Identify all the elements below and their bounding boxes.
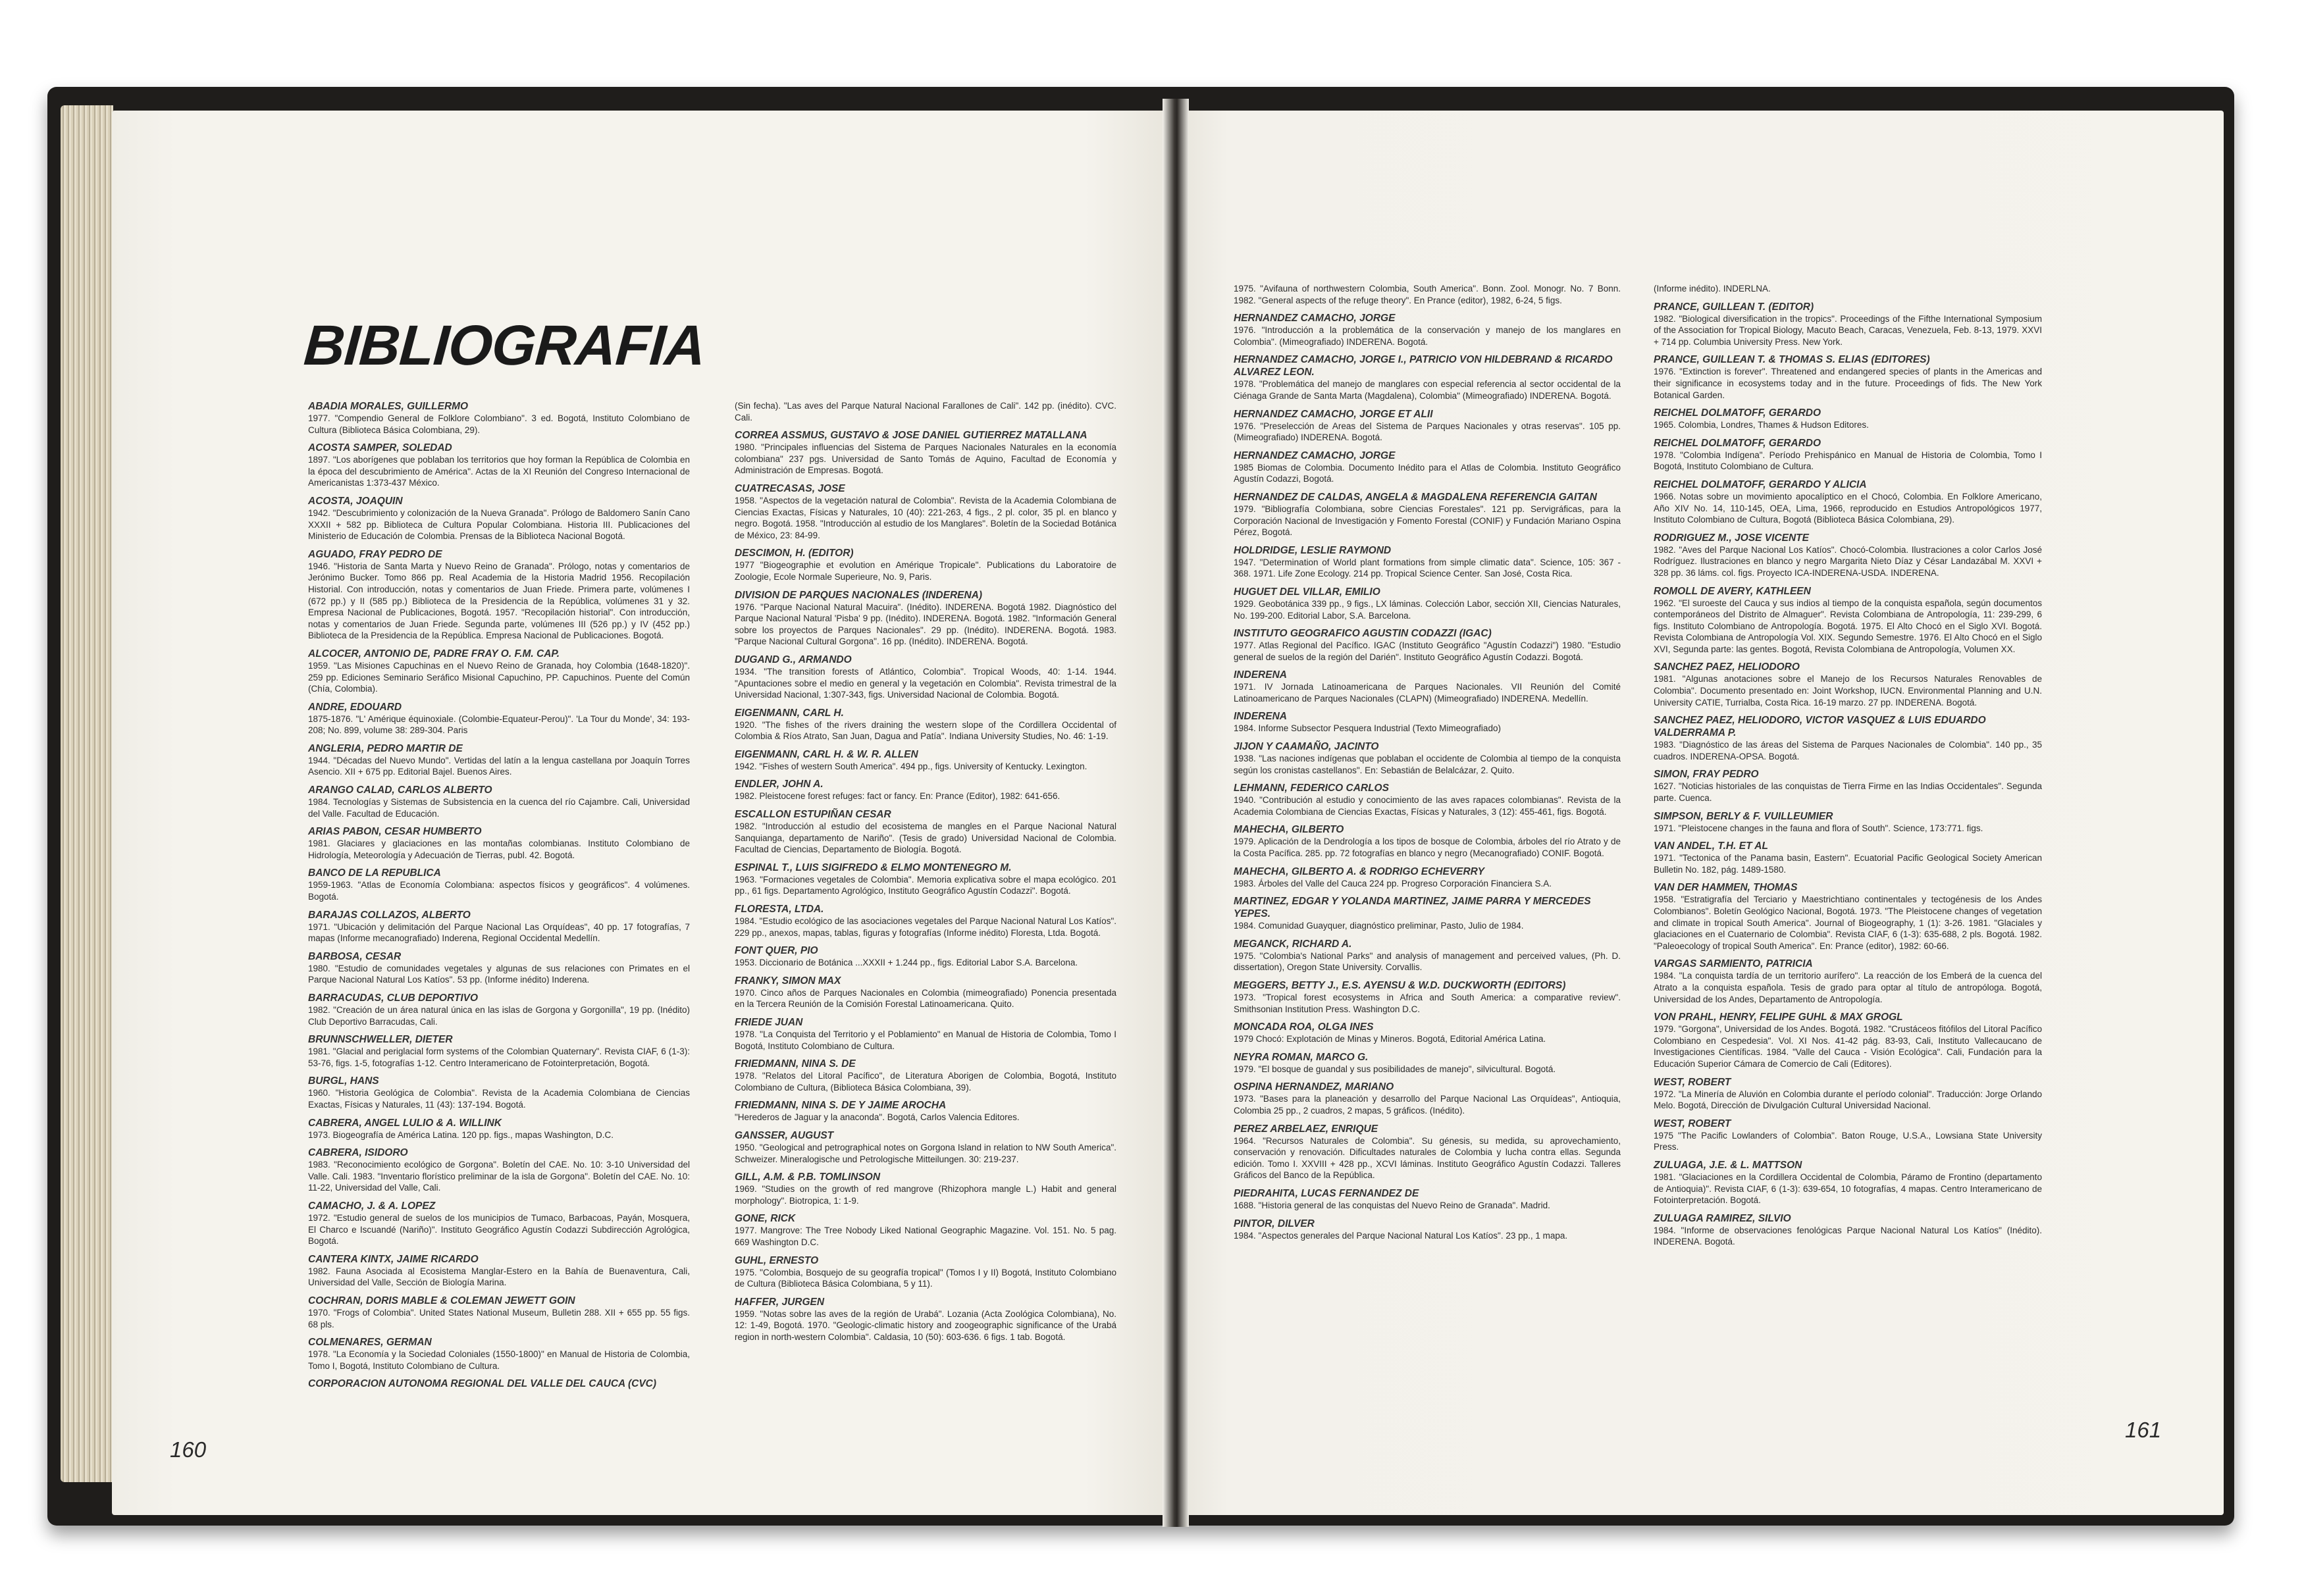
entry-author: SIMPSON, BERLY & F. VUILLEUMIER bbox=[1654, 810, 1833, 822]
entry-text: 1978. "Relatos del Litoral Pacífico", de Literatura Aborigen de Colombia, Bogotá, Instituto Colombiano de Cultura, (Biblioteca Básica Colombiana, 39). bbox=[735, 1071, 1116, 1093]
entry-text: 1938. "Las naciones indígenas que poblaban el occidente de Colombia al tiempo de la conquista según los cronistas castellanos". En: Sebastián de Belalcázar, 2. Quito. bbox=[1234, 754, 1621, 775]
entry-author: EIGENMANN, CARL H. & W. R. ALLEN bbox=[735, 748, 918, 760]
entry-text: 1973. "Bases para la planeación y desarrollo del Parque Nacional Las Orquídeas", Antioquia, Colombia 25 pp., 2 cuadros, 2 mapas, 5 gráficos. (Inédito). bbox=[1234, 1094, 1621, 1116]
entry-text: 1984. "La conquista tardía de un territorio aurífero". La reacción de los Emberá de la cuenca del Atrato a la conquista española. Tesis de grado para optar al título de antropóloga. Bogotá, Universidad de los Andes, Departamento de Antropología. bbox=[1654, 971, 2042, 1004]
entry-text: 1984. Informe Subsector Pesquera Industrial (Texto Mimeografiado) bbox=[1234, 723, 1501, 734]
entry-text: 1929. Geobotánica 339 pp., 9 figs., LX láminas. Colección Labor, sección XII, Ciencias Naturales, No. 199-200. Editorial Labor, S.A. Barcelona. bbox=[1234, 598, 1621, 621]
bibliography-entry bbox=[308, 442, 690, 489]
bibliography-entry bbox=[1654, 585, 2042, 656]
entry-author: INDERENA bbox=[1234, 711, 1287, 723]
bibliography-entry bbox=[1654, 1011, 2042, 1069]
entry-author: ESCALLON ESTUPIÑAN CESAR bbox=[735, 809, 891, 821]
bibliography-entry bbox=[308, 1295, 690, 1330]
bibliography-entry bbox=[1234, 1218, 1621, 1242]
entry-author: EIGENMANN, CARL H. bbox=[735, 707, 844, 719]
bibliography-entry bbox=[735, 482, 1116, 541]
entry-text: 1981. "Algunas anotaciones sobre el Manejo de los Recursos Naturales Renovables de Colombia". Documento presentado en: Joint Workshop, IUCN. Environmental Planning and U.N. University CATIE, Turrialba, Costa Rica. 16-19 marzo. 27 pp. INDERENA. Bogotá. bbox=[1654, 674, 2042, 708]
bibliography-entry bbox=[1654, 532, 2042, 579]
bibliography-entry bbox=[1234, 865, 1621, 890]
entry-text: 1942. "Fishes of western South America". 494 pp., figs. University of Kentucky. Lexington. bbox=[735, 761, 1087, 771]
entry-text: 1958. "Estratigrafía del Terciario y Maestrichtiano continentales y tectogénesis de los Andes Colombianos". Boletín Geológico Nacional, Bogotá. 1973. "The Pleistocene changes of vegetation and climate in tropical South America". Journal of Biogeography, 1 (1): 3-26. 1981. "Glaciales y glaciaciones en el Cuaternario de Colombia". Revista CIAF, 6 (1-3): 635-688, 2 pls. Bogotá. 1982. "Paleoecology of tropical South America". En: Prance (editor), 1982: 60-66. bbox=[1654, 894, 2042, 951]
entry-author: HUGUET DEL VILLAR, EMILIO bbox=[1234, 586, 1380, 598]
entry-text: 1964. "Recursos Naturales de Colombia". Su génesis, su medida, su aprovechamiento, conservación y renovación. Dificultades naturales de Colombia y lucha contra ellas. Segunda edición. Tomo I. XXVIII + 428 pp., XCVI láminas. Instituto Geográfico Agustín Codazzi. Talleres Gráficos del Banco de la República. bbox=[1234, 1135, 1621, 1181]
bibliography-entry bbox=[1234, 586, 1621, 621]
entry-text: 1969. "Studies on the growth of red mangrove (Rhizophora mangle L.) Habit and general morphology". Biotropica, 1: 1-9. bbox=[735, 1184, 1116, 1206]
entry-author: MARTINEZ, EDGAR Y YOLANDA MARTINEZ, JAIME PARRA Y MERCEDES YEPES. bbox=[1234, 896, 1591, 920]
entry-author: ALCOCER, ANTONIO DE, PADRE FRAY O. F.M. CAP. bbox=[308, 648, 560, 659]
bibliography-entry bbox=[308, 1117, 690, 1141]
entry-text: 1976. "Preselección de Areas del Sistema de Parques Nacionales y otras reservas". 105 pp. (Mimeografiado) INDERENA. Bogotá. bbox=[1234, 421, 1621, 443]
entry-text: 1971. "Ubicación y delimitación del Parque Nacional Las Orquídeas", 40 pp. 17 fotografías, 7 mapas (Informe mecanografiado) Inderena, Regional Occidental Medellín. bbox=[308, 921, 690, 944]
bibliography-entry bbox=[308, 825, 690, 861]
bibliography-entry bbox=[308, 992, 690, 1027]
bibliography-entry bbox=[1234, 979, 1621, 1015]
entry-author: ABADIA MORALES, GUILLERMO bbox=[308, 401, 469, 412]
entry-text: 1942. "Descubrimiento y colonización de la Nueva Granada". Prólogo de Baldomero Sanín Cano XXXII + 582 pp. Biblioteca de Cultura Popular Colombiana. Historia III. Publicaciones del Ministerio de Educación de Colombia. Prensas de la Biblioteca Nacional Bogotá. bbox=[308, 507, 690, 542]
bibliography-entry bbox=[1234, 1187, 1621, 1212]
bibliography-entry bbox=[1654, 1076, 2042, 1112]
right-page bbox=[1176, 111, 2224, 1515]
bibliography-entry bbox=[1654, 1118, 2042, 1153]
entry-author: BURGL, HANS bbox=[308, 1075, 379, 1087]
entry-text: 1959. "Notas sobre las aves de la región de Urabá". Lozania (Acta Zoológica Colombiana), No. 12: 1-49, Bogotá. 1970. "Geologic-climatic history and zoogeographic significance of the Urabá region in north-western Colombia". Caldasia, 10 (50): 603-636. 6 figs. 1 tab. Bogotá. bbox=[735, 1308, 1116, 1342]
entry-author: OSPINA HERNANDEZ, MARIANO bbox=[1234, 1081, 1394, 1093]
entry-author: MEGANCK, RICHARD A. bbox=[1234, 938, 1352, 950]
bibliography-entry bbox=[308, 1377, 690, 1390]
bibliography-entry bbox=[308, 867, 690, 902]
entry-author: BARBOSA, CESAR bbox=[308, 950, 402, 962]
entry-author: VARGAS SARMIENTO, PATRICIA bbox=[1654, 958, 1813, 970]
bibliography-entry bbox=[735, 1171, 1116, 1206]
bibliography-entry bbox=[1234, 408, 1621, 444]
bibliography-entry bbox=[1234, 312, 1621, 348]
entry-text: 1978. "Colombia Indígena". Período Prehispánico en Manual de Historia de Colombia, Tomo I Bogotá, Instituto Colombiano de Cultura. bbox=[1654, 450, 2042, 472]
entry-text: 1983. Árboles del Valle del Cauca 224 pp. Progreso Corporación Financiera S.A. bbox=[1234, 878, 1552, 888]
entry-author: ANGLERIA, PEDRO MARTIR DE bbox=[308, 742, 463, 754]
entry-author: VAN ANDEL, T.H. ET AL bbox=[1654, 840, 1768, 852]
entry-author: DIVISION DE PARQUES NACIONALES (INDERENA) bbox=[735, 589, 983, 601]
entry-author: FLORESTA, LTDA. bbox=[735, 904, 824, 915]
entry-text: 1971. IV Jornada Latinoamericana de Parques Nacionales. VII Reunión del Comité Latinoamericano de Parques Nacionales (CLAPN) (Mimeografiado) INDERENA. Medellín. bbox=[1234, 682, 1621, 704]
entry-author: CORPORACION AUTONOMA REGIONAL DEL VALLE DEL CAUCA (CVC) bbox=[308, 1378, 657, 1390]
entry-text: 1959. "Las Misiones Capuchinas en el Nuevo Reino de Granada, hoy Colombia (1648-1820)". 259 pp. Ediciones Seminario Seráfico Misional Capuchino, PP. Capuchinos. Puente del Común (Chía, Colombia). bbox=[308, 660, 690, 694]
bibliography-entry bbox=[308, 742, 690, 778]
entry-author: BANCO DE LA REPUBLICA bbox=[308, 867, 441, 879]
entry-author: SANCHEZ PAEZ, HELIODORO bbox=[1654, 661, 1800, 673]
entry-author: ACOSTA SAMPER, SOLEDAD bbox=[308, 442, 452, 454]
entry-author: ARIAS PABON, CESAR HUMBERTO bbox=[308, 826, 482, 838]
entry-author: ANDRE, EDOUARD bbox=[308, 701, 402, 713]
entry-text: 1970. "Frogs of Colombia". United States National Museum, Bulletin 288. XII + 655 pp. 55 figs. 68 pls. bbox=[308, 1307, 690, 1329]
entry-text: 1979 Chocó: Explotación de Minas y Mineros. Bogotá, Editorial América Latina. bbox=[1234, 1034, 1546, 1044]
bibliography-entry bbox=[735, 862, 1116, 897]
bibliography-entry bbox=[735, 1296, 1116, 1343]
entry-text: 1979. "Gorgona", Universidad de los Andes. Bogotá. 1982. "Crustáceos fitófilos del Litoral Pacífico Colombiano en Cespedesia". Vol. XI Nos. 41-42 pág. 83-93, Cali, Instituto Vallecaucano de Investigaciones Científicas. 1984. "Valle del Cauca - Visión Ecológica". Cali, Fundación para la Educación Superior Cámara de Comercio de Cali (Editores). bbox=[1654, 1024, 2042, 1069]
entry-text: 1981. "Glacial and periglacial form systems of the Colombian Quaternary". Revista CIAF, 6 (1-3): 53-76, figs. 1-5, fotografías 1-12. Centro Interamericano de Fotointerpretación, Bogotá. bbox=[308, 1046, 690, 1068]
bibliography-entry bbox=[1234, 1123, 1621, 1181]
bibliography-entry bbox=[1654, 301, 2042, 348]
entry-text: 1875-1876. "L' Amérique équinoxiale. (Colombie-Equateur-Perou)". 'La Tour du Monde', 34: 193-208; No. 899, volume 38: 289-304. Paris bbox=[308, 713, 690, 736]
entry-text: 1982. Fauna Asociada al Ecosistema Manglar-Estero en la Bahía de Buenaventura, Cali, Universidad del Valle, Sección de Biología Marina. bbox=[308, 1266, 690, 1288]
bibliography-column-4 bbox=[1654, 283, 2042, 1254]
entry-author: HERNANDEZ CAMACHO, JORGE I., PATRICIO VON HILDEBRAND & RICARDO ALVAREZ LEON. bbox=[1234, 354, 1613, 378]
entry-text: 1981. Glaciares y glaciaciones en las montañas colombianas. Instituto Colombiano de Hidrología, Meteorología y Adecuación de Tierras, publ. 42. Bogotá. bbox=[308, 838, 690, 860]
entry-text: 1977. "Compendio General de Folklore Colombiano". 3 ed. Bogotá, Instituto Colombiano de Cultura (Biblioteca Básica Colombiana, 29). bbox=[308, 413, 690, 435]
bibliography-entry bbox=[1234, 782, 1621, 817]
entry-author: ESPINAL T., LUIS SIGIFREDO & ELMO MONTENEGRO M. bbox=[735, 862, 1012, 873]
entry-author: PINTOR, DILVER bbox=[1234, 1218, 1315, 1229]
entry-text: 1979. Aplicación de la Dendrología a los tipos de bosque de Colombia, árboles del río Atrato y de la Costa Pacífica. 285. pp. 72 fotografías en blanco y negro (Mecanografiado) CONIF. Bogotá. bbox=[1234, 837, 1621, 859]
entry-author: AGUADO, FRAY PEDRO DE bbox=[308, 548, 442, 560]
entry-author: GILL, A.M. & P.B. TOMLINSON bbox=[735, 1171, 881, 1183]
entry-author: INDERENA bbox=[1234, 669, 1287, 681]
entry-author: HERNANDEZ CAMACHO, JORGE bbox=[1234, 313, 1396, 324]
bibliography-entry bbox=[735, 1212, 1116, 1248]
bibliography-entry bbox=[1234, 353, 1621, 401]
bibliography-entry bbox=[308, 1033, 690, 1069]
entry-author: ROMOLL DE AVERY, KATHLEEN bbox=[1654, 585, 1811, 597]
bibliography-entry bbox=[1234, 450, 1621, 485]
entry-text: (Informe inédito). INDERLNA. bbox=[1654, 284, 1771, 294]
entry-author: REICHEL DOLMATOFF, GERARDO bbox=[1654, 407, 1821, 419]
entry-text: 1980. "Principales influencias del Sistema de Parques Nacionales Naturales en la economía colombiana" 237 pgs. Universidad de Santo Tomás de Aquino, Facultad de Economía y Administración de Empresas. Bogotá. bbox=[735, 442, 1116, 476]
entry-text: 1973. "Tropical forest ecosystems in Africa and South America: a comparative review". Smithsonian Institution Press. Washington D.C. bbox=[1234, 992, 1621, 1014]
bibliography-entry bbox=[1654, 768, 2042, 804]
bibliography-entry bbox=[1234, 1051, 1621, 1075]
book-gutter bbox=[1163, 99, 1189, 1527]
entry-author: ACOSTA, JOAQUIN bbox=[308, 495, 403, 507]
entry-author: CABRERA, ANGEL LULIO & A. WILLINK bbox=[308, 1117, 502, 1129]
entry-text: 1976. "Extinction is forever". Threatened and endangered species of plants in the Americas and their significance in ecosystems today and in the future. Proceedings of fids. The New York Botanical Garden. bbox=[1654, 367, 2042, 400]
bibliography-column-2 bbox=[735, 400, 1116, 1349]
entry-text: 1897. "Los aborígenes que poblaban los territorios que hoy forman la República de Colombia en la época del descubrimiento de América". Actas de la XI Reunión del Congreso Internacional de Americanistas 1:373-437 México. bbox=[308, 455, 690, 488]
entry-author: PIEDRAHITA, LUCAS FERNANDEZ DE bbox=[1234, 1187, 1419, 1199]
entry-author: GONE, RICK bbox=[735, 1213, 796, 1225]
entry-text: 1980. "Estudio de comunidades vegetales y algunas de sus relaciones con Primates en el Parque Nacional Natural Los Katíos". 53 pp. (Informe inédito) Inderena. bbox=[308, 963, 690, 985]
entry-author: HERNANDEZ CAMACHO, JORGE ET ALII bbox=[1234, 408, 1433, 420]
entry-text: 1977 "Biogeographie et evolution en Amérique Tropicale". Publications du Laboratoire de Zoologie, Ecole Normale Superieure, No. 9, Paris. bbox=[735, 560, 1116, 582]
entry-text: 1982. "Aves del Parque Nacional Los Katíos". Chocó-Colombia. Ilustraciones a color Carlos José Rodríguez. Ilustraciones en blanco y negro Margarita Nieto Díaz y César Landazábal M. XXVI + 328 pp. 36 láms. col. figs. Proyecto ICA-INDERENA-USDA. INDERENA. bbox=[1654, 544, 2042, 578]
bibliography-entry bbox=[735, 944, 1116, 969]
entry-author: REICHEL DOLMATOFF, GERARDO bbox=[1654, 437, 1821, 449]
entry-author: RODRIGUEZ M., JOSE VICENTE bbox=[1654, 532, 1809, 544]
bibliography-entry bbox=[1234, 938, 1621, 973]
bibliography-entry bbox=[1234, 740, 1621, 776]
entry-author: MEGGERS, BETTY J., E.S. AYENSU & W.D. DUCKWORTH (EDITORS) bbox=[1234, 980, 1566, 991]
entry-text: 1950. "Geological and petrographical notes on Gorgona Island in relation to NW South America". Schweizer. Mineralogische und Petrologische Mitteilungen. 30: 219-237. bbox=[735, 1142, 1116, 1164]
entry-text: 1953. Diccionario de Botánica ...XXXII + 1.244 pp., figs. Editorial Labor S.A. Barcelona. bbox=[735, 958, 1078, 968]
entry-text: 1978. "La Economía y la Sociedad Coloniales (1550-1800)" en Manual de Historia de Colombia, Tomo I, Bogotá, Instituto Colombiano de Cultura. bbox=[308, 1349, 690, 1371]
entry-author: ENDLER, JOHN A. bbox=[735, 779, 824, 790]
entry-author: PEREZ ARBELAEZ, ENRIQUE bbox=[1234, 1123, 1378, 1135]
page-title: BIBLIOGRAFIA bbox=[301, 314, 708, 377]
entry-author: COLMENARES, GERMAN bbox=[308, 1337, 432, 1349]
entry-author: INSTITUTO GEOGRAFICO AGUSTIN CODAZZI (IGAC) bbox=[1234, 628, 1492, 640]
entry-author: MONCADA ROA, OLGA INES bbox=[1234, 1021, 1374, 1033]
entry-author: CORREA ASSMUS, GUSTAVO & JOSE DANIEL GUTIERREZ MATALLANA bbox=[735, 430, 1087, 442]
bibliography-entry bbox=[735, 808, 1116, 856]
entry-text: 1979. "Bibliografía Colombiana, sobre Ciencias Forestales". 121 pp. Servigráficas, para la Corporación Nacional de Investigación y Fomento Forestal (CONIF) y Fundación Mariano Ospina Pérez, Bogotá. bbox=[1234, 503, 1621, 538]
bibliography-entry bbox=[1234, 710, 1621, 734]
left-page bbox=[112, 111, 1170, 1515]
entry-text: (Sin fecha). "Las aves del Parque Natural Nacional Farallones de Cali". 142 pp. (inédito). CVC. Cali. bbox=[735, 401, 1116, 423]
bibliography-entry bbox=[735, 1016, 1116, 1052]
entry-author: WEST, ROBERT bbox=[1654, 1076, 1731, 1088]
bibliography-entry bbox=[1654, 958, 2042, 1005]
entry-author: FRIEDE JUAN bbox=[735, 1017, 803, 1028]
entry-text: 1982. "Biological diversification in the tropics". Proceedings of the Fifthe International Symposium of the Association for Tropical Biology, Macuto Beach, Caracas, Venezuela, Feb. 8-13, 1979. XXVI + 714 pp. Columbia University Press. New York. bbox=[1654, 313, 2042, 347]
entry-author: SANCHEZ PAEZ, HELIODORO, VICTOR VASQUEZ & LUIS EDUARDO VALDERRAMA P. bbox=[1654, 715, 1986, 739]
entry-author: MAHECHA, GILBERTO bbox=[1234, 824, 1344, 836]
bibliography-entry bbox=[308, 648, 690, 695]
bibliography-entry bbox=[735, 429, 1116, 476]
entry-text: 1978. "La Conquista del Territorio y el Poblamiento" en Manual de Historia de Colombia, Tomo I Bogotá, Instituto Colombiano de Cultura. bbox=[735, 1029, 1116, 1051]
page-number-right: 161 bbox=[2125, 1418, 2162, 1442]
bibliography-entry bbox=[735, 975, 1116, 1010]
entry-text: 1934. "The transition forests of Atlántico, Colombia". Tropical Woods, 40: 1-14. 1944. "Apuntaciones sobre el medio en general y la vegetación en Colombia". Revista trimestral de la Universidad Nacional, 1:307-343, figs. Universidad Nacional de Colombia. Bogotá. bbox=[735, 666, 1116, 700]
bibliography-entry bbox=[1234, 283, 1621, 306]
bibliography-entry bbox=[735, 547, 1116, 582]
entry-text: 1960. "Historia Geológica de Colombia". Revista de la Academia Colombiana de Ciencias Exactas, Físicas y Naturales, 11 (43): 137-194. Bogotá. bbox=[308, 1088, 690, 1110]
bibliography-entry bbox=[1654, 283, 2042, 295]
bibliography-entry bbox=[1234, 1081, 1621, 1116]
entry-text: 1979. "El bosque de guandal y sus posibilidades de manejo", silvicultural. Bogotá. bbox=[1234, 1064, 1556, 1074]
bibliography-entry bbox=[1654, 661, 2042, 708]
entry-text: 1963. "Formaciones vegetales de Colombia". Memoria explicativa sobre el mapa ecológico. 201 pp., 61 figs. Departamento Agrológico, Instituto Geográfico Agustín Codazzi". Bogotá. bbox=[735, 874, 1116, 896]
entry-text: 1944. "Décadas del Nuevo Mundo". Vertidas del latín a la lengua castellana por Joaquín Torres Asencio. XII + 675 pp. Editorial Bajel. Buenos Aires. bbox=[308, 755, 690, 777]
bibliography-entry bbox=[308, 1336, 690, 1372]
entry-author: ZULUAGA, J.E. & L. MATTSON bbox=[1654, 1159, 1802, 1171]
entry-text: 1983. "Reconocimiento ecológico de Gorgona". Boletín del CAE. No. 10: 3-10 Universidad del Valle. Cali. 1983. "Inventario florístico preliminar de la isla de Gorgona". Boletín del CAE. No. 10: 11-22, Universidad del Valle, Cali. bbox=[308, 1160, 690, 1193]
bibliography-entry bbox=[1234, 669, 1621, 704]
entry-text: 1977. Atlas Regional del Pacífico. IGAC (Instituto Geográfico "Agustín Codazzi") 1980. "Estudio general de suelos de la región del Darién". Instituto Geográfico Agustín Codazzi. Bogotá. bbox=[1234, 640, 1621, 662]
entry-text: 1976. "Parque Nacional Natural Macuira". (Inédito). INDERENA. Bogotá 1982. Diagnóstico del Parque Nacional Natural 'Pisba' 9 pp. (Inédito). INDERENA. Bogotá. 1982. "Información General sobre los proyectos de Parques Nacionales". 29 pp. (Inédito). INDERENA. Bogotá. 1983. "Parque Nacional Cultural Gorgona". 16 pp. (Inédito). INDERENA. Bogotá. bbox=[735, 602, 1116, 647]
entry-text: 1984. "Aspectos generales del Parque Nacional Natural Los Katíos". 23 pp., 1 mapa. bbox=[1234, 1230, 1568, 1241]
bibliography-entry bbox=[308, 701, 690, 736]
entry-text: 1962. "El suroeste del Cauca y sus indios al tiempo de la conquista española, según documentos contemporáneos del Distrito de Almaguer". Revista Colombiana de Antropología, 11: 239-299, 6 figs. Instituto Colombiano de Antropología. Bogotá. 1975. El Alto Chocó en el Siglo XVI. Bogotá. Revista Colombiana de Antropología Vol. XIX. Segundo Semestre. 1976. El Alto Chocó en el Siglo XVI, Segunda parte: las gentes. Bogotá, Revista Colombiana de Antropología, Volumen XX. bbox=[1654, 598, 2042, 654]
bibliography-entry bbox=[735, 903, 1116, 939]
entry-text: 1971. "Pleistocene changes in the fauna and flora of South". Science, 173:771. figs. bbox=[1654, 823, 1983, 833]
bibliography-entry bbox=[308, 909, 690, 944]
entry-text: 1981. "Glaciaciones en la Cordillera Occidental de Colombia, Páramo de Frontino (departamento de Antioquia)". Revista CIAF, 6 (1-3): 639-654, 10 fotografías, 4 mapas. Centro Interamericano de Fotointerpretación. Bogotá. bbox=[1654, 1171, 2042, 1206]
entry-author: CABRERA, ISIDORO bbox=[308, 1147, 408, 1159]
entry-text: 1965. Colombia, Londres, Thames & Hudson Editores. bbox=[1654, 420, 1869, 430]
entry-author: PRANCE, GUILLEAN T. (EDITOR) bbox=[1654, 301, 1814, 313]
bibliography-entry bbox=[308, 784, 690, 819]
entry-text: 1978. "Problemática del manejo de manglares con especial referencia al sector occidental de la Ciénaga Grande de Santa Marta (Magdalena), Colombia" (Mimeografiado) INDERENA. Bogotá. bbox=[1234, 379, 1621, 401]
entry-text: 1984. "Estudio ecológico de las asociaciones vegetales del Parque Nacional Natural Los Katíos". 229 pp., anexos, mapas, tablas, figuras y fotografías (Informe inédito) Floresta, Ltda. Bogotá. bbox=[735, 916, 1116, 938]
entry-author: FRIEDMANN, NINA S. DE Y JAIME AROCHA bbox=[735, 1100, 947, 1112]
entry-author: GANSSER, AUGUST bbox=[735, 1129, 834, 1141]
bibliography-entry bbox=[1654, 714, 2042, 762]
bibliography-entry bbox=[308, 1200, 690, 1247]
bibliography-entry bbox=[1654, 840, 2042, 875]
bibliography-entry bbox=[1654, 407, 2042, 431]
entry-author: FRANKY, SIMON MAX bbox=[735, 975, 841, 987]
bibliography-entry bbox=[1654, 478, 2042, 526]
bibliography-entry bbox=[308, 548, 690, 642]
entry-author: HOLDRIDGE, LESLIE RAYMOND bbox=[1234, 544, 1392, 556]
bibliography-column-3 bbox=[1234, 283, 1621, 1247]
entry-author: BRUNNSCHWELLER, DIETER bbox=[308, 1034, 453, 1046]
bibliography-entry bbox=[735, 778, 1116, 802]
entry-author: ARANGO CALAD, CARLOS ALBERTO bbox=[308, 785, 492, 796]
entry-author: BARRACUDAS, CLUB DEPORTIVO bbox=[308, 992, 479, 1004]
bibliography-entry bbox=[1234, 544, 1621, 580]
entry-author: VON PRAHL, HENRY, FELIPE GUHL & MAX GROGL bbox=[1654, 1012, 1903, 1023]
entry-author: PRANCE, GUILLEAN T. & THOMAS S. ELIAS (EDITORES) bbox=[1654, 354, 1930, 366]
entry-text: 1977. Mangrove: The Tree Nobody Liked National Geographic Magazine. Vol. 151. No. 5 pag. 669 Washington D.C. bbox=[735, 1225, 1116, 1247]
entry-text: 1958. "Aspectos de la vegetación natural de Colombia". Revista de la Academia Colombiana de Ciencias Exactas, Físicas y Naturales, 10 (40): 221-263, 4 figs., 2 pl. color, 35 pl. en blanco y negro. Bogotá. 1958. "Introducción al estudio de los Manglares". Boletín de la Sociedad Botánica de México, 23: 84-99. bbox=[735, 495, 1116, 540]
bibliography-entry bbox=[1234, 627, 1621, 663]
entry-author: CAMACHO, J. & A. LOPEZ bbox=[308, 1200, 436, 1212]
entry-text: 1982. "Creación de un área natural única en las islas de Gorgona y Gorgonilla", 19 pp. (Inédito) Club Deportivo Barracudas, Cali. bbox=[308, 1005, 690, 1027]
entry-text: 1947. "Determination of World plant formations from simple climatic data". Science, 105: 367 - 368. 1971. Life Zone Ecology. 214 pp. Tropical Science Center. San José, Costa Rica. bbox=[1234, 557, 1621, 579]
entry-author: BARAJAS COLLAZOS, ALBERTO bbox=[308, 909, 471, 921]
bibliography-entry bbox=[1654, 1159, 2042, 1206]
entry-text: 1940. "Contribución al estudio y conocimiento de las aves rapaces colombianas". Revista de la Academia Colombiana de Ciencias Exactas, Físicas y Naturales, 3 (12): 455-461, figs. Bogotá. bbox=[1234, 795, 1621, 817]
entry-text: 1976. "Introducción a la problemática de la conservación y manejo de los manglares en Colombia". (Mimeografiado) INDERENA. Bogotá. bbox=[1234, 325, 1621, 347]
entry-author: ZULUAGA RAMIREZ, SILVIO bbox=[1654, 1212, 1791, 1224]
entry-author: HERNANDEZ CAMACHO, JORGE bbox=[1234, 450, 1396, 461]
entry-text: 1982. Pleistocene forest refuges: fact or fancy. En: Prance (Editor), 1982: 641-656. bbox=[735, 791, 1060, 802]
entry-author: MAHECHA, GILBERTO A. & RODRIGO ECHEVERRY bbox=[1234, 865, 1484, 877]
bibliography-entry bbox=[308, 1146, 690, 1194]
page-number-left: 160 bbox=[170, 1437, 207, 1462]
entry-text: 1972. "La Minería de Aluvión en Colombia durante el período colonial". Traducción: Jorge Orlando Melo. Bogotá, Dirección de Divulgación Cultural Universidad Nacional. bbox=[1654, 1089, 2042, 1111]
entry-text: 1975. "Colombia's National Parks" and analysis of management and perceived values, (Ph. D. dissertation), Oregon State University. Corvallis. bbox=[1234, 950, 1621, 973]
entry-text: 1959-1963. "Atlas de Economía Colombiana: aspectos físicos y geográficos". 4 volúmenes. Bogotá. bbox=[308, 880, 690, 902]
entry-text: 1971. "Tectonica of the Panama basin, Eastern". Ecuatorial Pacific Geological Society American Bulletin No. 182, pág. 1489-1580. bbox=[1654, 853, 2042, 875]
entry-author: HERNANDEZ DE CALDAS, ANGELA & MAGDALENA REFERENCIA GAITAN bbox=[1234, 491, 1597, 503]
entry-author: CUATRECASAS, JOSE bbox=[735, 482, 845, 494]
bibliography-entry bbox=[735, 1254, 1116, 1290]
bibliography-entry bbox=[735, 1129, 1116, 1165]
entry-author: VAN DER HAMMEN, THOMAS bbox=[1654, 882, 1798, 894]
bibliography-entry bbox=[1234, 1021, 1621, 1045]
entry-author: COCHRAN, DORIS MABLE & COLEMAN JEWETT GOIN bbox=[308, 1295, 575, 1306]
bibliography-entry bbox=[1654, 353, 2042, 401]
entry-text: 1985 Biomas de Colombia. Documento Inédito para el Atlas de Colombia. Instituto Geográfico Agustín Codazzi, Bogotá. bbox=[1234, 462, 1621, 484]
entry-text: 1973. Biogeografía de América Latina. 120 pp. figs., mapas Washington, D.C. bbox=[308, 1129, 614, 1140]
bibliography-entry bbox=[735, 400, 1116, 423]
bibliography-entry bbox=[308, 1075, 690, 1110]
bibliography-entry bbox=[308, 950, 690, 986]
entry-text: 1984. "Informe de observaciones fenológicas Parque Nacional Natural Los Katíos" (Inédito). INDERENA. Bogotá. bbox=[1654, 1225, 2042, 1247]
entry-author: FRIEDMANN, NINA S. DE bbox=[735, 1058, 856, 1070]
entry-author: GUHL, ERNESTO bbox=[735, 1254, 819, 1266]
entry-author: JIJON Y CAAMAÑO, JACINTO bbox=[1234, 741, 1379, 753]
bibliography-entry bbox=[735, 589, 1116, 648]
entry-author: CANTERA KINTX, JAIME RICARDO bbox=[308, 1253, 479, 1265]
bibliography-entry bbox=[308, 1253, 690, 1289]
entry-text: 1975. "Avifauna of northwestern Colombia, South America". Bonn. Zool. Monogr. No. 7 Bonn. 1982. "General aspects of the refuge theory". En Prance (editor), 1982, 6-24, 5 figs. bbox=[1234, 284, 1621, 305]
entry-text: "Herederos de Jaguar y la anaconda". Bogotá, Carlos Valencia Editores. bbox=[735, 1112, 1020, 1123]
bibliography-entry bbox=[1654, 1212, 2042, 1248]
entry-text: 1984. Comunidad Guayquer, diagnóstico preliminar, Pasto, Julio de 1984. bbox=[1234, 921, 1524, 931]
bibliography-entry bbox=[735, 1058, 1116, 1093]
entry-author: FONT QUER, PIO bbox=[735, 945, 818, 957]
bibliography-entry bbox=[1234, 823, 1621, 859]
bibliography-entry bbox=[1654, 881, 2042, 952]
entry-author: NEYRA ROMAN, MARCO G. bbox=[1234, 1051, 1369, 1063]
bibliography-entry bbox=[308, 495, 690, 542]
entry-author: LEHMANN, FEDERICO CARLOS bbox=[1234, 783, 1389, 794]
bibliography-entry bbox=[1234, 895, 1621, 932]
entry-text: 1984. Tecnologías y Sistemas de Subsistencia en la cuenca del río Cajambre. Cali, Universidad del Valle. Facultad de Educación. bbox=[308, 797, 690, 819]
entry-text: 1688. "Historia general de las conquistas del Nuevo Reino de Granada". Madrid. bbox=[1234, 1200, 1550, 1210]
entry-text: 1983. "Diagnóstico de las áreas del Sistema de Parques Nacionales de Colombia". 140 pp., 35 cuadros. INDERENA-OPSA. Bogotá. bbox=[1654, 740, 2042, 761]
entry-text: 1946. "Historia de Santa Marta y Nuevo Reino de Granada". Prólogo, notas y comentarios de Jerónimo Bucker. Tomo 866 pp. Real Academia de la Historia Madrid 1956. Recopilación Historial. Con introducción, notas y comentarios de Juan Friede. Primera parte, volúmenes I (672 pp.) y II (585 pp.) Biblioteca de la Presidencia de la República, volúmenes 31 y 32. Empresa Nacional de Publicaciones, Bogotá. 1957. "Recopilación historial". Con introducción, notas y comentarios de Juan Friede. Segunda parte, volúmenes III (526 pp.) y IV (452 pp.) Biblioteca de la Presidencia de la República. Empresa Nacional de Publicaciones. Bogotá. bbox=[308, 561, 690, 641]
entry-text: 1972. "Estudio general de suelos de los municipios de Tumaco, Barbacoas, Payán, Mosquera, El Charco e Iscuandé (Nariño)". Instituto Geográfico Agustín Codazzi Subdirección Agrológica, Bogotá. bbox=[308, 1212, 690, 1247]
entry-author: SIMON, FRAY PEDRO bbox=[1654, 769, 1759, 781]
entry-text: 1627. "Noticias historiales de las conquistas de Tierra Firme en las Indias Occidentales". Segunda parte. Cuenca. bbox=[1654, 781, 2042, 804]
entry-author: DESCIMON, H. (EDITOR) bbox=[735, 548, 854, 559]
entry-author: HAFFER, JURGEN bbox=[735, 1296, 825, 1308]
entry-text: 1920. "The fishes of the rivers draining the western slope of the Cordillera Occidental of Colombia & Ríos Atrato, San Juan, Dagua and Patía". Indiana University Studies, No. 46: 1-19. bbox=[735, 719, 1116, 742]
bibliography-entry bbox=[1654, 810, 2042, 835]
entry-text: 1970. Cinco años de Parques Nacionales en Colombia (mimeografiado) Ponencia presentada en la Tercera Reunión de la Comisión Forestal Latinoamericana. Quito. bbox=[735, 987, 1116, 1010]
entry-text: 1966. Notas sobre un movimiento apocalíptico en el Chocó, Colombia. En Folklore Americano, Año XIV No. 14, 110-145, OEA, Lima, 1966, reproducido en Estudios Antropológicos 1977, Instituto Colombiano de Cultura, Bogotá (Biblioteca Básica Colombiana, 29). bbox=[1654, 491, 2042, 525]
entry-author: WEST, ROBERT bbox=[1654, 1118, 1731, 1129]
entry-author: DUGAND G., ARMANDO bbox=[735, 654, 852, 665]
page-edges bbox=[61, 105, 113, 1482]
bibliography-entry bbox=[735, 707, 1116, 742]
entry-text: 1982. "Introducción al estudio del ecosistema de mangles en el Parque Nacional Natural Sanquianga, departamento de Nariño". (Tesis de grado) Universidad Nacional de Colombia. Facultad de Ciencias, Departamento de Biología. Bogotá. bbox=[735, 821, 1116, 855]
bibliography-column-1 bbox=[308, 400, 690, 1396]
bibliography-entry bbox=[735, 654, 1116, 701]
bibliography-entry bbox=[1234, 491, 1621, 538]
bibliography-entry bbox=[308, 400, 690, 436]
entry-author: REICHEL DOLMATOFF, GERARDO Y ALICIA bbox=[1654, 478, 1867, 490]
bibliography-entry bbox=[735, 1099, 1116, 1123]
entry-text: 1975 "The Pacific Lowlanders of Colombia". Baton Rouge, U.S.A., Lowsiana State University Press. bbox=[1654, 1130, 2042, 1152]
bibliography-entry bbox=[735, 748, 1116, 773]
entry-text: 1975. "Colombia, Bosquejo de su geografía tropical" (Tomos I y II) Bogotá, Instituto Colombiano de Cultura (Biblioteca Básica Colombiana, 5 y 11). bbox=[735, 1267, 1116, 1289]
bibliography-entry bbox=[1654, 437, 2042, 473]
